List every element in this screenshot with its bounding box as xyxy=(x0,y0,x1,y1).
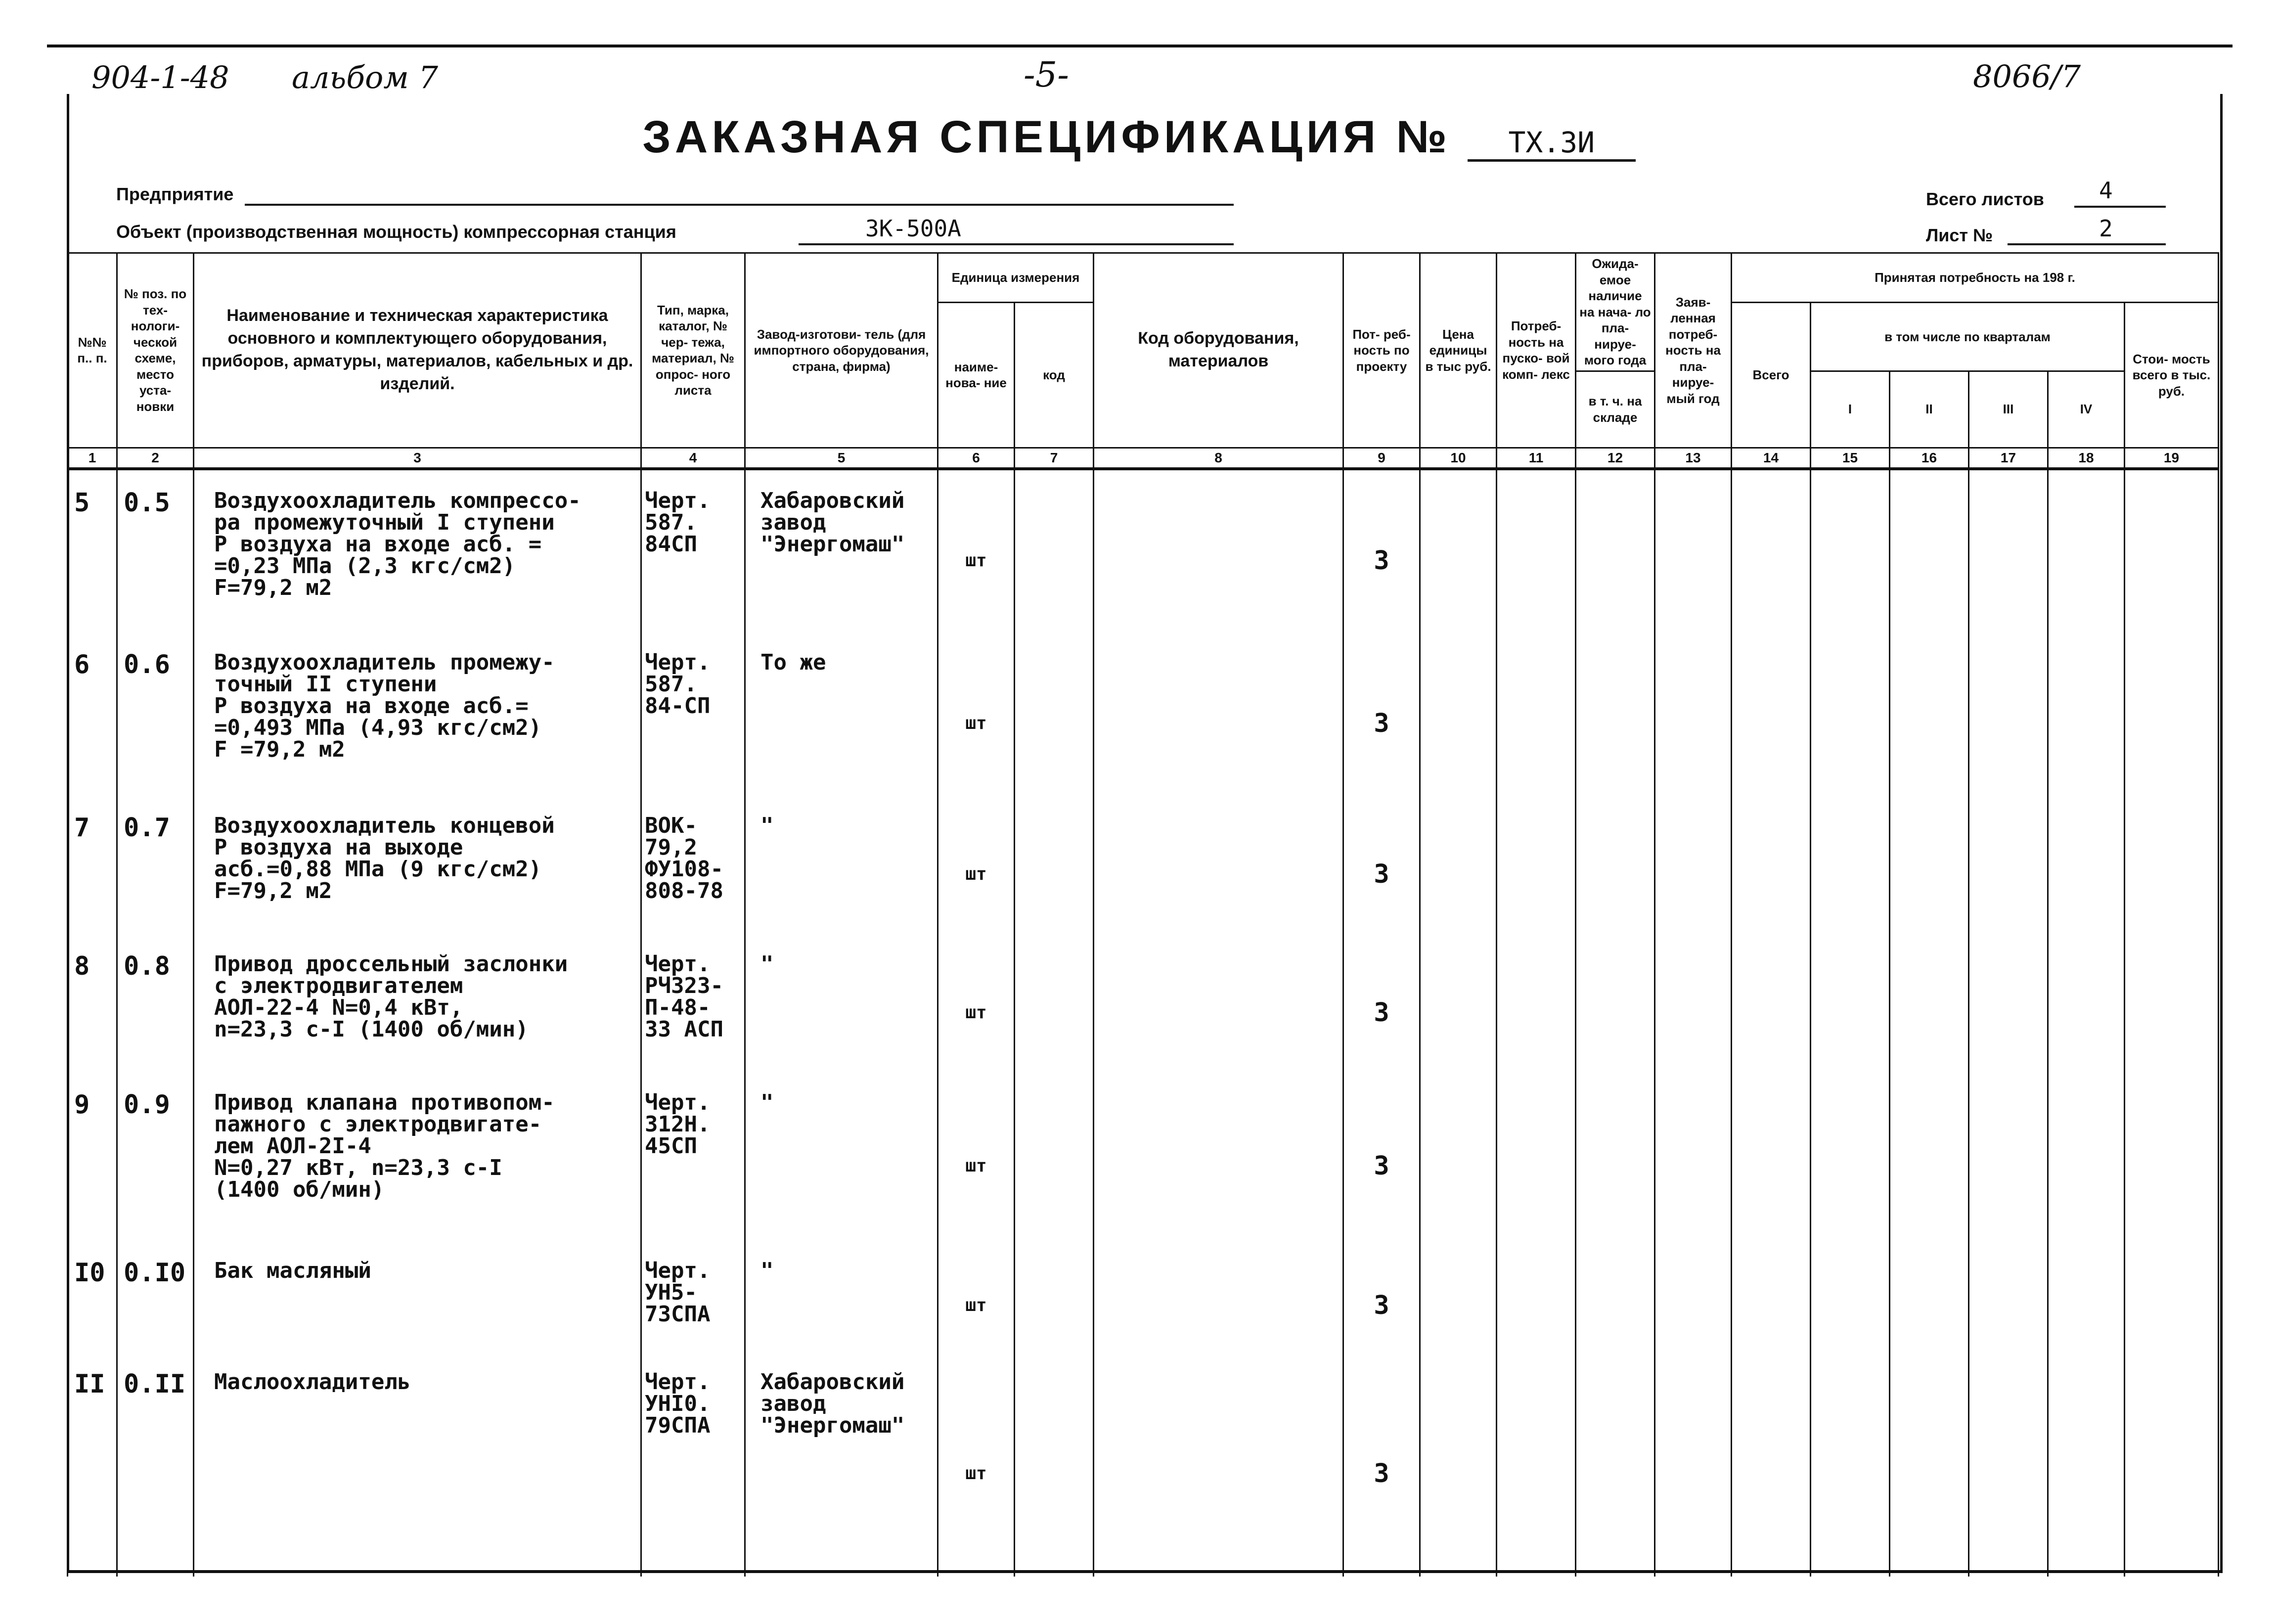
empty-cell xyxy=(1732,1072,1811,1240)
column-number: 18 xyxy=(2048,448,2125,469)
table-row xyxy=(68,1072,2219,1240)
col-header-13: Заяв- ленная потреб- ность на пла- нируе- мый год xyxy=(1655,253,1732,448)
drawing-ref: Черт. 587. 84-СП xyxy=(641,632,745,795)
empty-cell xyxy=(1811,469,1890,632)
project-quantity: 3 xyxy=(1343,469,1420,632)
album-label: альбом 7 xyxy=(292,59,438,95)
empty-cell xyxy=(1811,795,1890,934)
drawing-ref: Черт. УН5- 73СПА xyxy=(641,1240,745,1352)
row-number: 6 xyxy=(68,632,117,795)
empty-cell xyxy=(1732,795,1811,934)
unit-name: шт xyxy=(938,1240,1015,1352)
empty-cell xyxy=(1969,1072,2048,1240)
drawing-ref: Черт. РЧ323- П-48- 33 АСП xyxy=(641,934,745,1072)
empty-cell xyxy=(1969,934,2048,1072)
col-header-9: Пот- реб- ность по проекту xyxy=(1343,253,1420,448)
empty-cell xyxy=(1655,1072,1732,1240)
table-row xyxy=(68,1240,2219,1352)
equipment-code xyxy=(1094,1352,1343,1577)
project-quantity: 3 xyxy=(1343,1240,1420,1352)
column-number: 12 xyxy=(1576,448,1655,469)
item-name: Воздухоохладитель промежу- точный II ступени Р воздуха на входе асб.= =0,493 МПа (4,93 кгс/см2) F =79,2 м2 xyxy=(194,632,641,795)
manufacturer: " xyxy=(745,795,938,934)
column-number: 1 xyxy=(68,448,117,469)
empty-cell xyxy=(1732,1352,1811,1577)
equipment-code xyxy=(1094,1240,1343,1352)
empty-cell xyxy=(2048,1072,2125,1240)
empty-cell xyxy=(1732,934,1811,1072)
empty-cell xyxy=(1420,632,1497,795)
column-number: 15 xyxy=(1811,448,1890,469)
empty-cell xyxy=(1655,795,1732,934)
spec-number: ТХ.ЗИ xyxy=(1468,126,1636,162)
drawing-ref: Черт. 587. 84СП xyxy=(641,469,745,632)
empty-cell xyxy=(1890,1240,1969,1352)
object-label: Объект (производственная мощность) компрессорная станция xyxy=(116,222,676,242)
empty-cell xyxy=(2048,469,2125,632)
page-title xyxy=(0,111,2278,163)
enterprise-label: Предприятие xyxy=(116,184,234,204)
unit-name: шт xyxy=(938,934,1015,1072)
column-number: 17 xyxy=(1969,448,2048,469)
column-number: 11 xyxy=(1497,448,1576,469)
empty-cell xyxy=(2048,632,2125,795)
item-name: Воздухоохладитель компрессо- ра промежуточный I ступени Р воздуха на входе асб. = =0,23 МПа (2,3 кгс/см2) F=79,2 м2 xyxy=(194,469,641,632)
sheet-no-value: 2 xyxy=(2099,215,2113,242)
project-quantity: 3 xyxy=(1343,1072,1420,1240)
position-code: 0.6 xyxy=(117,632,194,795)
empty-cell xyxy=(1655,934,1732,1072)
empty-cell xyxy=(1655,469,1732,632)
empty-cell xyxy=(1732,469,1811,632)
empty-cell xyxy=(1576,1240,1655,1352)
column-number: 6 xyxy=(938,448,1015,469)
empty-cell xyxy=(1497,934,1576,1072)
column-number: 5 xyxy=(745,448,938,469)
empty-cell xyxy=(1890,469,1969,632)
unit-code xyxy=(1015,1352,1094,1577)
empty-cell xyxy=(2125,1352,2219,1577)
total-sheets-field xyxy=(2074,206,2166,208)
row-number: 5 xyxy=(68,469,117,632)
manufacturer: Хабаровский завод "Энергомаш" xyxy=(745,1352,938,1577)
col-header-12b: в т. ч. на складе xyxy=(1576,371,1655,448)
empty-cell xyxy=(1576,469,1655,632)
empty-cell xyxy=(1497,632,1576,795)
col-header-15: I xyxy=(1811,371,1890,448)
project-quantity: 3 xyxy=(1343,1352,1420,1577)
empty-cell xyxy=(2125,469,2219,632)
column-number: 10 xyxy=(1420,448,1497,469)
item-name: Привод клапана противопом- пажного с электродвигате- лем АОЛ-2I-4 N=0,27 кВт, n=23,3 с-I (1400 об/мин) xyxy=(194,1072,641,1240)
document-code: 904-1-48 xyxy=(91,59,229,95)
empty-cell xyxy=(1890,934,1969,1072)
empty-cell xyxy=(1420,795,1497,934)
drawing-ref: ВОК- 79,2 ФУ108- 808-78 xyxy=(641,795,745,934)
col-header-6: наиме- нова- ние xyxy=(938,303,1015,448)
empty-cell xyxy=(1497,1072,1576,1240)
empty-cell xyxy=(2125,1240,2219,1352)
empty-cell xyxy=(1811,632,1890,795)
column-number: 7 xyxy=(1015,448,1094,469)
position-code: 0.I0 xyxy=(117,1240,194,1352)
empty-cell xyxy=(1811,934,1890,1072)
unit-code xyxy=(1015,469,1094,632)
table-row xyxy=(68,632,2219,795)
column-number: 8 xyxy=(1094,448,1343,469)
sheet-no-label: Лист № xyxy=(1926,225,1993,245)
position-code: 0.9 xyxy=(117,1072,194,1240)
manufacturer: " xyxy=(745,1240,938,1352)
unit-code xyxy=(1015,795,1094,934)
col-header-10: Цена единицы в тыс руб. xyxy=(1420,253,1497,448)
empty-cell xyxy=(1420,1240,1497,1352)
col-header-19: Стои- мость всего в тыс. руб. xyxy=(2125,303,2219,448)
drawing-ref: Черт. УНI0. 79СПА xyxy=(641,1352,745,1577)
empty-cell xyxy=(1890,795,1969,934)
empty-cell xyxy=(1497,469,1576,632)
unit-name: шт xyxy=(938,795,1015,934)
col-header-18: IV xyxy=(2048,371,2125,448)
table-row xyxy=(68,934,2219,1072)
col-header-4: Тип, марка, каталог, № чер- тежа, материал, № опрос- ного листа xyxy=(641,253,745,448)
empty-cell xyxy=(1655,632,1732,795)
project-quantity: 3 xyxy=(1343,934,1420,1072)
column-number: 13 xyxy=(1655,448,1732,469)
top-rule xyxy=(47,45,2233,47)
enterprise-field xyxy=(245,204,1234,206)
row-number: 8 xyxy=(68,934,117,1072)
col-header-7: код xyxy=(1015,303,1094,448)
col-header-11: Потреб- ность на пуско- вой комп- лекс xyxy=(1497,253,1576,448)
object-value: ЗК-500А xyxy=(865,215,961,242)
unit-code xyxy=(1015,934,1094,1072)
table-row xyxy=(68,469,2219,632)
empty-cell xyxy=(1655,1352,1732,1577)
empty-cell xyxy=(1732,632,1811,795)
empty-cell xyxy=(1420,934,1497,1072)
empty-cell xyxy=(1576,1072,1655,1240)
empty-cell xyxy=(2048,795,2125,934)
position-code: 0.8 xyxy=(117,934,194,1072)
position-code: 0.II xyxy=(117,1352,194,1577)
empty-cell xyxy=(2125,1072,2219,1240)
column-number: 4 xyxy=(641,448,745,469)
empty-cell xyxy=(1420,1352,1497,1577)
equipment-code xyxy=(1094,632,1343,795)
empty-cell xyxy=(1420,469,1497,632)
item-name: Маслоохладитель xyxy=(194,1352,641,1577)
manufacturer: " xyxy=(745,1072,938,1240)
column-number: 14 xyxy=(1732,448,1811,469)
empty-cell xyxy=(1811,1352,1890,1577)
title-text: ЗАКАЗНАЯ СПЕЦИФИКАЦИЯ № xyxy=(642,112,1451,162)
unit-code xyxy=(1015,632,1094,795)
empty-cell xyxy=(1420,1072,1497,1240)
empty-cell xyxy=(1576,632,1655,795)
item-name: Привод дроссельный заслонки с электродвигателем АОЛ-22-4 N=0,4 кВт, n=23,3 с-I (1400 об/мин) xyxy=(194,934,641,1072)
empty-cell xyxy=(1969,1352,2048,1577)
col-header-16: II xyxy=(1890,371,1969,448)
col-header-17: III xyxy=(1969,371,2048,448)
empty-cell xyxy=(1969,469,2048,632)
row-number: 9 xyxy=(68,1072,117,1240)
column-number: 9 xyxy=(1343,448,1420,469)
empty-cell xyxy=(1576,795,1655,934)
col-header-5: Завод-изготови- тель (для импортного оборудования, страна, фирма) xyxy=(745,253,938,448)
empty-cell xyxy=(2048,1352,2125,1577)
position-code: 0.5 xyxy=(117,469,194,632)
empty-cell xyxy=(1890,1072,1969,1240)
column-number: 16 xyxy=(1890,448,1969,469)
empty-cell xyxy=(2125,632,2219,795)
unit-code xyxy=(1015,1240,1094,1352)
row-number: 7 xyxy=(68,795,117,934)
unit-name: шт xyxy=(938,469,1015,632)
col-header-unit-group: Единица измерения xyxy=(938,253,1094,303)
total-sheets-label: Всего листов xyxy=(1926,189,2044,209)
empty-cell xyxy=(1811,1240,1890,1352)
col-header-8: Код оборудования, материалов xyxy=(1094,253,1343,448)
project-quantity: 3 xyxy=(1343,632,1420,795)
empty-cell xyxy=(2048,1240,2125,1352)
unit-name: шт xyxy=(938,1352,1015,1577)
project-quantity: 3 xyxy=(1343,795,1420,934)
col-header-14: Всего xyxy=(1732,303,1811,448)
object-field xyxy=(799,243,1234,245)
manufacturer: " xyxy=(745,934,938,1072)
column-number-row xyxy=(68,448,2219,469)
unit-name: шт xyxy=(938,1072,1015,1240)
empty-cell xyxy=(1497,795,1576,934)
equipment-code xyxy=(1094,1072,1343,1240)
empty-cell xyxy=(1969,1240,2048,1352)
col-header-12: Ожида- емое наличие на нача- ло пла- нируе- мого года xyxy=(1576,253,1655,371)
table-row xyxy=(68,795,2219,934)
empty-cell xyxy=(1576,1352,1655,1577)
empty-cell xyxy=(1655,1240,1732,1352)
empty-cell xyxy=(2048,934,2125,1072)
empty-cell xyxy=(1969,795,2048,934)
equipment-code xyxy=(1094,934,1343,1072)
empty-cell xyxy=(2125,795,2219,934)
page-number: -5- xyxy=(1024,54,1069,95)
column-number: 19 xyxy=(2125,448,2219,469)
empty-cell xyxy=(1890,632,1969,795)
unit-code xyxy=(1015,1072,1094,1240)
position-code: 0.7 xyxy=(117,795,194,934)
table-row xyxy=(68,1352,2219,1577)
empty-cell xyxy=(1811,1072,1890,1240)
sheet-no-field xyxy=(2008,243,2166,245)
total-sheets-value: 4 xyxy=(2099,177,2113,204)
spec-table xyxy=(67,252,2219,1577)
empty-cell xyxy=(1576,934,1655,1072)
empty-cell xyxy=(1732,1240,1811,1352)
manufacturer: То же xyxy=(745,632,938,795)
column-number: 3 xyxy=(194,448,641,469)
manufacturer: Хабаровский завод "Энергомаш" xyxy=(745,469,938,632)
empty-cell xyxy=(1497,1352,1576,1577)
empty-cell xyxy=(1969,632,2048,795)
item-name: Воздухоохладитель концевой Р воздуха на выходе асб.=0,88 МПа (9 кгс/см2) F=79,2 м2 xyxy=(194,795,641,934)
col-header-1: №№ п.. п. xyxy=(68,253,117,448)
col-header-quarters: в том числе по кварталам xyxy=(1811,303,2125,371)
equipment-code xyxy=(1094,469,1343,632)
row-number: II xyxy=(68,1352,117,1577)
equipment-code xyxy=(1094,795,1343,934)
sheet-code: 8066/7 xyxy=(1973,58,2081,94)
row-number: I0 xyxy=(68,1240,117,1352)
unit-name: шт xyxy=(938,632,1015,795)
empty-cell xyxy=(2125,934,2219,1072)
col-header-accepted: Принятая потребность на 198 г. xyxy=(1732,253,2219,303)
empty-cell xyxy=(1890,1352,1969,1577)
col-header-2: № поз. по тех- нологи- ческой схеме, место уста- новки xyxy=(117,253,194,448)
empty-cell xyxy=(1497,1240,1576,1352)
item-name: Бак масляный xyxy=(194,1240,641,1352)
col-header-3: Наименование и техническая характеристика основного и комплектующего оборудования, приборов, арматуры, материалов, кабельных и др. изделий. xyxy=(194,253,641,448)
drawing-ref: Черт. 312Н. 45СП xyxy=(641,1072,745,1240)
column-number: 2 xyxy=(117,448,194,469)
